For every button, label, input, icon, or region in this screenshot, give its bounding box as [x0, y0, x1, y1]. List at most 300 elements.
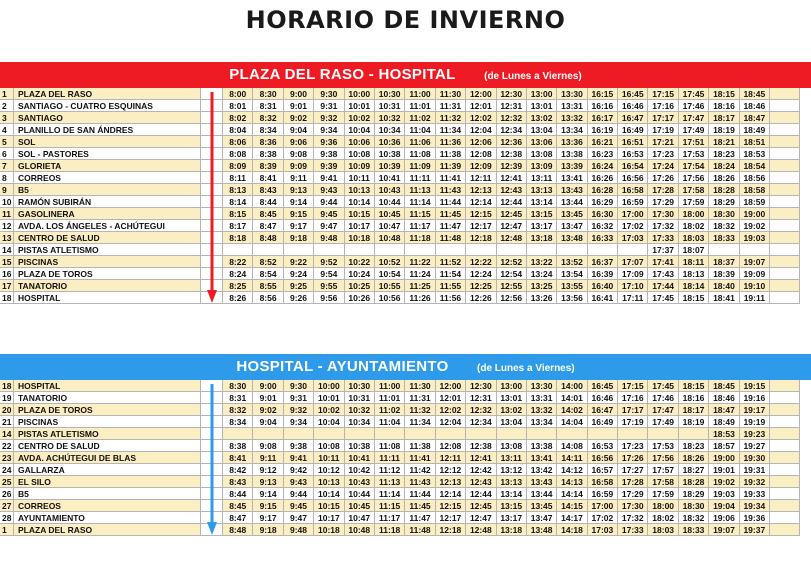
departure-time: 12:52 [497, 256, 527, 268]
departure-time: 16:45 [618, 88, 648, 100]
departure-time: 11:55 [436, 280, 466, 292]
departure-time: 10:31 [375, 100, 405, 112]
departure-time [648, 428, 678, 440]
departure-time: 12:55 [497, 280, 527, 292]
departure-time: 11:38 [405, 440, 435, 452]
departure-time: 8:48 [253, 232, 283, 244]
departure-time: 10:54 [375, 268, 405, 280]
departure-time: 12:17 [466, 220, 496, 232]
departure-time: 11:12 [375, 464, 405, 476]
departure-time: 11:04 [405, 124, 435, 136]
departure-time: 13:12 [497, 464, 527, 476]
departure-time: 12:14 [436, 488, 466, 500]
departure-time: 10:24 [345, 268, 375, 280]
departure-time: 9:44 [284, 488, 314, 500]
departure-time: 19:11 [740, 292, 770, 304]
departure-time: 10:15 [314, 500, 344, 512]
departure-time: 8:43 [223, 476, 253, 488]
departure-time: 17:54 [679, 160, 709, 172]
departure-time: 18:57 [709, 440, 739, 452]
stop-name: CORREOS [14, 500, 201, 512]
departure-time: 11:01 [405, 100, 435, 112]
departure-time: 13:54 [557, 268, 587, 280]
departure-time: 18:27 [679, 464, 709, 476]
departure-time: 16:19 [588, 124, 618, 136]
departure-time: 18:13 [679, 268, 709, 280]
departure-time: 12:11 [466, 172, 496, 184]
departure-time: 10:39 [375, 160, 405, 172]
departure-time: 10:25 [345, 280, 375, 292]
departure-time: 18:02 [679, 220, 709, 232]
departure-time: 9:34 [284, 416, 314, 428]
departure-time: 17:33 [648, 232, 678, 244]
departure-time: 13:13 [497, 476, 527, 488]
departure-time: 13:15 [527, 208, 557, 220]
departure-time [770, 124, 800, 136]
stop-name: B5 [14, 184, 201, 196]
departure-time: 17:15 [618, 380, 648, 392]
direction-column [201, 100, 223, 112]
departure-time: 17:02 [588, 512, 618, 524]
departure-time: 16:15 [588, 88, 618, 100]
departure-time: 13:18 [527, 232, 557, 244]
direction-column [201, 524, 223, 536]
departure-time: 10:45 [375, 208, 405, 220]
departure-time: 9:39 [314, 160, 344, 172]
departure-time: 17:19 [618, 416, 648, 428]
departure-time: 12:26 [466, 292, 496, 304]
departure-time: 12:18 [466, 232, 496, 244]
departure-time [527, 244, 557, 256]
departure-time: 16:47 [618, 112, 648, 124]
departure-time: 11:39 [436, 160, 466, 172]
departure-time: 13:45 [557, 208, 587, 220]
departure-time [770, 184, 800, 196]
departure-time [770, 524, 800, 536]
departure-time: 12:31 [466, 392, 496, 404]
departure-time: 18:45 [740, 88, 770, 100]
departure-time: 18:28 [679, 476, 709, 488]
departure-time: 11:13 [375, 476, 405, 488]
departure-time [770, 292, 800, 304]
departure-time: 18:29 [709, 196, 739, 208]
departure-time: 17:16 [618, 392, 648, 404]
stop-number: 25 [0, 476, 14, 488]
departure-time: 9:30 [284, 380, 314, 392]
departure-time: 16:59 [618, 196, 648, 208]
departure-time: 14:04 [557, 416, 587, 428]
departure-time: 9:41 [314, 172, 344, 184]
departure-time: 17:46 [679, 100, 709, 112]
departure-time: 9:06 [284, 136, 314, 148]
departure-time: 16:58 [588, 476, 618, 488]
departure-time: 13:26 [527, 292, 557, 304]
route-days-note: (de Lunes a Viernes) [484, 71, 582, 82]
departure-time: 17:32 [648, 220, 678, 232]
stop-number: 9 [0, 184, 14, 196]
departure-time: 13:04 [527, 124, 557, 136]
departure-time: 11:43 [405, 476, 435, 488]
departure-time: 17:45 [648, 380, 678, 392]
stop-name: PISCINAS [14, 256, 201, 268]
departure-time: 10:48 [345, 524, 375, 536]
departure-time: 18:11 [679, 256, 709, 268]
stop-number: 24 [0, 464, 14, 476]
departure-time: 17:46 [648, 392, 678, 404]
stop-number: 19 [0, 392, 14, 404]
stop-name: AYUNTAMIENTO [14, 512, 201, 524]
departure-time: 17:26 [618, 452, 648, 464]
departure-time: 11:24 [405, 268, 435, 280]
departure-time [770, 136, 800, 148]
departure-time: 8:18 [223, 232, 253, 244]
departure-time: 13:22 [527, 256, 557, 268]
direction-column [201, 220, 223, 232]
departure-time: 16:16 [588, 100, 618, 112]
departure-time: 13:52 [557, 256, 587, 268]
departure-time: 12:14 [466, 196, 496, 208]
departure-time: 8:47 [253, 220, 283, 232]
departure-time: 12:43 [497, 184, 527, 196]
departure-time: 9:47 [314, 220, 344, 232]
stop-name: PLAZA DEL RASO [14, 524, 201, 536]
departure-time: 18:47 [740, 112, 770, 124]
stop-number: 13 [0, 232, 14, 244]
departure-time: 18:46 [740, 100, 770, 112]
departure-time: 12:11 [436, 452, 466, 464]
departure-time: 9:36 [314, 136, 344, 148]
departure-time: 10:30 [375, 88, 405, 100]
departure-time: 12:30 [466, 380, 496, 392]
departure-time: 8:26 [223, 292, 253, 304]
direction-column [201, 416, 223, 428]
departure-time [770, 244, 800, 256]
departure-time: 17:16 [648, 100, 678, 112]
departure-time: 17:30 [648, 208, 678, 220]
departure-time [375, 428, 405, 440]
departure-time [770, 404, 800, 416]
direction-column [201, 428, 223, 440]
departure-time: 8:32 [223, 404, 253, 416]
stop-number: 27 [0, 500, 14, 512]
departure-time: 17:09 [618, 268, 648, 280]
departure-time: 12:38 [466, 440, 496, 452]
departure-time: 9:26 [284, 292, 314, 304]
departure-time: 17:53 [648, 440, 678, 452]
stop-name: SANTIAGO - CUATRO ESQUINAS [14, 100, 201, 112]
departure-time: 11:30 [436, 88, 466, 100]
departure-time: 10:38 [345, 440, 375, 452]
departure-time: 12:13 [436, 476, 466, 488]
departure-time: 9:08 [284, 148, 314, 160]
departure-time: 17:49 [679, 124, 709, 136]
direction-column [201, 488, 223, 500]
departure-time: 11:08 [375, 440, 405, 452]
departure-time: 18:21 [709, 136, 739, 148]
departure-time: 9:24 [284, 268, 314, 280]
departure-time: 9:14 [284, 196, 314, 208]
stop-name: B5 [14, 488, 201, 500]
departure-time: 18:19 [709, 124, 739, 136]
departure-time: 18:03 [679, 232, 709, 244]
departure-time: 10:30 [345, 380, 375, 392]
departure-time: 17:37 [648, 244, 678, 256]
departure-time: 8:31 [223, 392, 253, 404]
page-title: HORARIO DE INVIERNO [245, 6, 566, 34]
departure-time: 9:52 [314, 256, 344, 268]
departure-time: 18:14 [679, 280, 709, 292]
departure-time: 12:45 [497, 208, 527, 220]
stop-name: CORREOS [14, 172, 201, 184]
direction-column [201, 452, 223, 464]
direction-column [201, 500, 223, 512]
stop-number: 14 [0, 244, 14, 256]
departure-time [557, 244, 587, 256]
departure-time: 17:27 [618, 464, 648, 476]
departure-time: 9:02 [284, 112, 314, 124]
departure-time [223, 244, 253, 256]
departure-time: 10:08 [345, 148, 375, 160]
departure-time: 13:44 [557, 196, 587, 208]
departure-time [618, 428, 648, 440]
departure-time: 8:38 [253, 148, 283, 160]
departure-time: 12:04 [466, 124, 496, 136]
departure-time: 12:48 [466, 524, 496, 536]
departure-time: 11:34 [436, 124, 466, 136]
departure-time [770, 160, 800, 172]
stop-number: 2 [0, 100, 14, 112]
departure-time: 13:00 [527, 88, 557, 100]
stop-name: CENTRO DE SALUD [14, 440, 201, 452]
departure-time: 9:31 [284, 392, 314, 404]
departure-time: 12:32 [466, 404, 496, 416]
departure-time: 16:28 [588, 184, 618, 196]
departure-time: 8:42 [223, 464, 253, 476]
departure-time: 14:14 [557, 488, 587, 500]
departure-time: 14:15 [557, 500, 587, 512]
stop-number: 1 [0, 88, 14, 100]
timetable-grid [0, 88, 811, 304]
departure-time: 18:17 [709, 112, 739, 124]
departure-time: 18:07 [679, 244, 709, 256]
departure-time: 11:47 [436, 220, 466, 232]
departure-time: 18:53 [709, 428, 739, 440]
departure-time: 9:41 [284, 452, 314, 464]
departure-time: 12:02 [466, 112, 496, 124]
departure-time [284, 428, 314, 440]
departure-time: 16:32 [588, 220, 618, 232]
departure-time: 11:36 [436, 136, 466, 148]
departure-time [375, 244, 405, 256]
stop-number: 6 [0, 148, 14, 160]
stop-name: SOL [14, 136, 201, 148]
departure-time: 9:04 [284, 124, 314, 136]
departure-time: 16:53 [588, 440, 618, 452]
departure-time [770, 476, 800, 488]
departure-time: 19:00 [740, 208, 770, 220]
departure-time: 13:15 [497, 500, 527, 512]
departure-time: 11:42 [405, 464, 435, 476]
stop-name: TANATORIO [14, 392, 201, 404]
departure-time: 17:49 [648, 416, 678, 428]
departure-time: 17:15 [648, 88, 678, 100]
departure-time: 17:26 [648, 172, 678, 184]
departure-time: 10:44 [375, 196, 405, 208]
departure-time: 11:26 [405, 292, 435, 304]
departure-time: 8:22 [223, 256, 253, 268]
departure-time: 11:44 [436, 196, 466, 208]
departure-time: 11:32 [436, 112, 466, 124]
departure-time: 18:46 [709, 392, 739, 404]
departure-time: 10:47 [345, 512, 375, 524]
stop-name: EL SILO [14, 476, 201, 488]
stop-number: 8 [0, 172, 14, 184]
departure-time: 9:17 [284, 220, 314, 232]
departure-time [770, 392, 800, 404]
departure-time: 8:06 [223, 136, 253, 148]
stop-number: 15 [0, 256, 14, 268]
stop-number: 21 [0, 416, 14, 428]
departure-time [679, 428, 709, 440]
departure-time: 19:37 [740, 524, 770, 536]
departure-time: 13:47 [527, 512, 557, 524]
direction-column [201, 160, 223, 172]
departure-time: 19:34 [740, 500, 770, 512]
stop-number: 11 [0, 208, 14, 220]
direction-column [201, 232, 223, 244]
departure-time: 10:48 [375, 232, 405, 244]
departure-time: 8:36 [253, 136, 283, 148]
departure-time: 8:13 [223, 184, 253, 196]
departure-time: 8:17 [223, 220, 253, 232]
stop-number: 20 [0, 404, 14, 416]
departure-time: 9:12 [253, 464, 283, 476]
departure-time: 9:54 [314, 268, 344, 280]
departure-time: 17:28 [618, 476, 648, 488]
departure-time: 13:34 [557, 124, 587, 136]
departure-time: 11:01 [375, 392, 405, 404]
departure-time: 12:00 [436, 380, 466, 392]
departure-time: 10:44 [345, 488, 375, 500]
departure-time: 14:01 [557, 392, 587, 404]
departure-time: 11:02 [375, 404, 405, 416]
stop-number: 4 [0, 124, 14, 136]
direction-column [201, 244, 223, 256]
departure-time: 9:32 [284, 404, 314, 416]
departure-time: 11:08 [405, 148, 435, 160]
departure-time: 12:31 [497, 100, 527, 112]
direction-column [201, 196, 223, 208]
departure-time: 11:17 [375, 512, 405, 524]
departure-time [497, 244, 527, 256]
departure-time: 8:54 [253, 268, 283, 280]
stop-name: TANATORIO [14, 280, 201, 292]
departure-time: 18:56 [740, 172, 770, 184]
route-days-note: (de Lunes a Viernes) [477, 363, 575, 374]
departure-time: 19:01 [709, 464, 739, 476]
departure-time [527, 428, 557, 440]
departure-time: 18:53 [740, 148, 770, 160]
departure-time: 11:43 [436, 184, 466, 196]
departure-time: 18:17 [679, 404, 709, 416]
departure-time: 17:58 [648, 476, 678, 488]
departure-time: 16:56 [588, 452, 618, 464]
departure-time: 9:56 [314, 292, 344, 304]
departure-time: 10:32 [345, 404, 375, 416]
departure-time: 13:08 [497, 440, 527, 452]
departure-time: 18:23 [679, 440, 709, 452]
departure-time: 18:32 [679, 512, 709, 524]
departure-time: 18:00 [679, 208, 709, 220]
departure-time: 16:49 [618, 124, 648, 136]
departure-time: 17:03 [618, 232, 648, 244]
departure-time: 11:00 [375, 380, 405, 392]
departure-time: 17:10 [618, 280, 648, 292]
departure-time: 10:31 [345, 392, 375, 404]
departure-time: 18:32 [709, 220, 739, 232]
departure-time: 17:41 [648, 256, 678, 268]
stop-name: PLANILLO DE SAN ÁNDRES [14, 124, 201, 136]
departure-time: 18:03 [648, 524, 678, 536]
departure-time: 9:48 [314, 232, 344, 244]
departure-time: 11:04 [375, 416, 405, 428]
departure-time [770, 280, 800, 292]
stop-number: 1 [0, 524, 14, 536]
departure-time: 19:02 [709, 476, 739, 488]
departure-time: 8:34 [253, 124, 283, 136]
departure-time: 10:26 [345, 292, 375, 304]
departure-time: 9:17 [253, 512, 283, 524]
departure-time: 18:29 [679, 488, 709, 500]
stop-number: 18 [0, 292, 14, 304]
departure-time: 10:13 [345, 184, 375, 196]
departure-time: 8:44 [253, 196, 283, 208]
departure-time: 16:59 [588, 488, 618, 500]
departure-time [770, 256, 800, 268]
departure-time: 19:30 [740, 452, 770, 464]
stop-number: 23 [0, 452, 14, 464]
departure-time: 9:01 [284, 100, 314, 112]
departure-time: 10:38 [375, 148, 405, 160]
stop-name: PISTAS ATLETISMO [14, 428, 201, 440]
departure-time: 8:41 [253, 172, 283, 184]
departure-time: 17:28 [648, 184, 678, 196]
departure-time: 9:47 [284, 512, 314, 524]
departure-time: 16:30 [588, 208, 618, 220]
departure-time: 10:22 [345, 256, 375, 268]
departure-time: 11:41 [405, 452, 435, 464]
stop-number: 14 [0, 428, 14, 440]
route-title: HOSPITAL - AYUNTAMIENTO [236, 358, 449, 375]
departure-time: 10:41 [345, 452, 375, 464]
departure-time: 9:43 [284, 476, 314, 488]
stop-name: PLAZA DE TOROS [14, 404, 201, 416]
departure-time: 8:08 [223, 148, 253, 160]
departure-time: 19:03 [740, 232, 770, 244]
departure-time: 10:00 [314, 380, 344, 392]
departure-time: 8:14 [223, 196, 253, 208]
departure-time: 18:41 [709, 292, 739, 304]
departure-time: 8:39 [253, 160, 283, 172]
departure-time [497, 428, 527, 440]
departure-time: 10:14 [314, 488, 344, 500]
departure-time: 12:06 [466, 136, 496, 148]
departure-time [557, 428, 587, 440]
departure-time [770, 112, 800, 124]
departure-time [770, 464, 800, 476]
departure-time: 12:01 [466, 100, 496, 112]
departure-time: 13:32 [527, 404, 557, 416]
